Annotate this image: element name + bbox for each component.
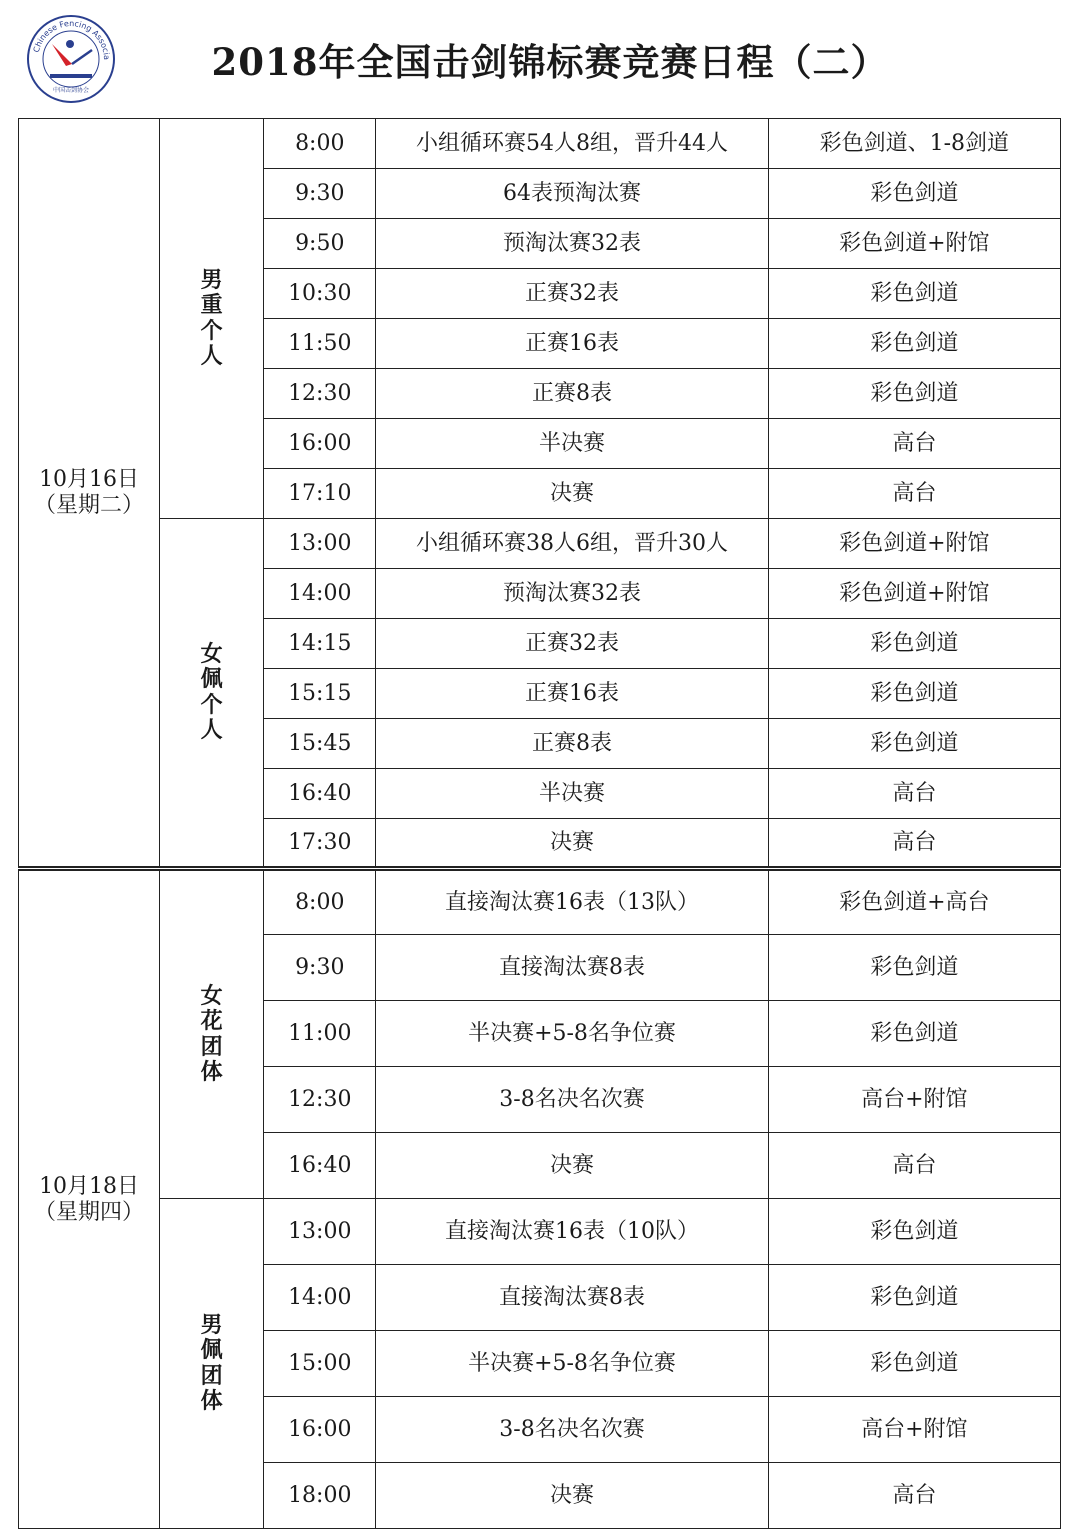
date-label: 10月16日 xyxy=(39,467,140,493)
time-cell: 9:30 xyxy=(264,169,376,219)
venue-cell: 彩色剑道 xyxy=(768,1265,1060,1331)
venue-cell: 彩色剑道 xyxy=(768,669,1060,719)
venue-cell: 彩色剑道 xyxy=(768,1001,1060,1067)
stage-cell: 直接淘汰赛8表 xyxy=(376,935,768,1001)
venue-cell: 彩色剑道 xyxy=(768,319,1060,369)
venue-cell: 彩色剑道+附馆 xyxy=(768,219,1060,269)
event-char: 个 xyxy=(200,692,223,718)
stage-cell: 正赛32表 xyxy=(376,619,768,669)
time-cell: 12:30 xyxy=(264,369,376,419)
time-cell: 8:00 xyxy=(264,869,376,935)
event-char: 个 xyxy=(200,318,223,344)
time-cell: 16:40 xyxy=(264,1133,376,1199)
time-cell: 9:50 xyxy=(264,219,376,269)
stage-cell: 决赛 xyxy=(376,819,768,869)
event-char: 佩 xyxy=(200,667,223,693)
time-cell: 12:30 xyxy=(264,1067,376,1133)
stage-cell: 半决赛 xyxy=(376,419,768,469)
stage-cell: 3-8名决名次赛 xyxy=(376,1397,768,1463)
logo-ring-text: Chinese Fencing Associa xyxy=(31,18,112,61)
event-char: 团 xyxy=(200,1034,223,1060)
venue-cell: 高台 xyxy=(768,769,1060,819)
event-cell-womens-foil-team xyxy=(160,869,264,1199)
table-row xyxy=(19,1199,1061,1265)
time-cell: 14:15 xyxy=(264,619,376,669)
table-row xyxy=(19,869,1061,935)
time-cell: 14:00 xyxy=(264,1265,376,1331)
venue-cell: 高台+附馆 xyxy=(768,1067,1060,1133)
venue-cell: 彩色剑道 xyxy=(768,1199,1060,1265)
time-cell: 18:00 xyxy=(264,1463,376,1529)
stage-cell: 半决赛+5-8名争位赛 xyxy=(376,1331,768,1397)
venue-cell: 彩色剑道+高台 xyxy=(768,869,1060,935)
time-cell: 13:00 xyxy=(264,519,376,569)
stage-cell: 半决赛 xyxy=(376,769,768,819)
event-char: 花 xyxy=(200,1009,223,1035)
event-char: 女 xyxy=(200,641,223,667)
day-group-oct18 xyxy=(19,869,1061,1529)
time-cell: 15:15 xyxy=(264,669,376,719)
event-char: 男 xyxy=(200,267,223,293)
stage-cell: 正赛8表 xyxy=(376,369,768,419)
venue-cell: 彩色剑道、1-8剑道 xyxy=(768,119,1060,169)
venue-cell: 高台 xyxy=(768,469,1060,519)
stage-cell: 决赛 xyxy=(376,1463,768,1529)
time-cell: 17:30 xyxy=(264,819,376,869)
event-cell-mens-sabre-team xyxy=(160,1199,264,1529)
day-group-oct16 xyxy=(19,119,1061,869)
event-cell-womens-sabre-individual xyxy=(160,519,264,869)
weekday-label: （星期二） xyxy=(34,492,145,518)
venue-cell: 彩色剑道 xyxy=(768,719,1060,769)
event-char: 体 xyxy=(200,1059,223,1085)
event-char: 团 xyxy=(200,1363,223,1389)
weekday-label: （星期四） xyxy=(34,1199,145,1225)
stage-cell: 预淘汰赛32表 xyxy=(376,569,768,619)
time-cell: 16:00 xyxy=(264,1397,376,1463)
stage-cell: 直接淘汰赛16表（13队） xyxy=(376,869,768,935)
stage-cell: 正赛16表 xyxy=(376,669,768,719)
time-cell: 11:00 xyxy=(264,1001,376,1067)
time-cell: 16:00 xyxy=(264,419,376,469)
time-cell: 16:40 xyxy=(264,769,376,819)
date-cell xyxy=(19,119,160,869)
time-cell: 17:10 xyxy=(264,469,376,519)
stage-cell: 正赛16表 xyxy=(376,319,768,369)
event-char: 佩 xyxy=(200,1338,223,1364)
stage-cell: 小组循环赛54人8组，晋升44人 xyxy=(376,119,768,169)
event-cell-mens-epee-individual xyxy=(160,119,264,519)
stage-cell: 正赛8表 xyxy=(376,719,768,769)
table-row xyxy=(19,519,1061,569)
stage-cell: 正赛32表 xyxy=(376,269,768,319)
event-char: 女 xyxy=(200,983,223,1009)
venue-cell: 彩色剑道+附馆 xyxy=(768,569,1060,619)
page-title: 2018年全国击剑锦标赛竞赛日程（二） xyxy=(211,40,889,84)
date-cell xyxy=(19,869,160,1529)
venue-cell: 彩色剑道 xyxy=(768,369,1060,419)
stage-cell: 半决赛+5-8名争位赛 xyxy=(376,1001,768,1067)
page-header xyxy=(0,0,1080,118)
fencing-association-logo xyxy=(26,14,116,104)
time-cell: 8:00 xyxy=(264,119,376,169)
stage-cell: 3-8名决名次赛 xyxy=(376,1067,768,1133)
time-cell: 15:45 xyxy=(264,719,376,769)
stage-cell: 决赛 xyxy=(376,469,768,519)
stage-cell: 直接淘汰赛8表 xyxy=(376,1265,768,1331)
stage-cell: 小组循环赛38人6组，晋升30人 xyxy=(376,519,768,569)
venue-cell: 彩色剑道 xyxy=(768,619,1060,669)
event-char: 人 xyxy=(200,717,223,743)
venue-cell: 高台 xyxy=(768,419,1060,469)
venue-cell: 彩色剑道+附馆 xyxy=(768,519,1060,569)
stage-cell: 决赛 xyxy=(376,1133,768,1199)
fencer-logo-icon xyxy=(26,14,116,104)
time-cell: 14:00 xyxy=(264,569,376,619)
time-cell: 9:30 xyxy=(264,935,376,1001)
event-char: 重 xyxy=(200,293,223,319)
date-label: 10月18日 xyxy=(39,1174,140,1200)
time-cell: 11:50 xyxy=(264,319,376,369)
venue-cell: 彩色剑道 xyxy=(768,169,1060,219)
stage-cell: 预淘汰赛32表 xyxy=(376,219,768,269)
event-char: 体 xyxy=(200,1388,223,1414)
time-cell: 10:30 xyxy=(264,269,376,319)
venue-cell: 高台 xyxy=(768,1133,1060,1199)
venue-cell: 高台 xyxy=(768,1463,1060,1529)
table-row xyxy=(19,119,1061,169)
stage-cell: 64表预淘汰赛 xyxy=(376,169,768,219)
schedule-table xyxy=(18,118,1061,1529)
venue-cell: 高台 xyxy=(768,819,1060,869)
venue-cell: 高台+附馆 xyxy=(768,1397,1060,1463)
event-char: 人 xyxy=(200,343,223,369)
logo-bottom-text: 中国击剑协会 xyxy=(52,87,90,94)
venue-cell: 彩色剑道 xyxy=(768,269,1060,319)
venue-cell: 彩色剑道 xyxy=(768,1331,1060,1397)
time-cell: 13:00 xyxy=(264,1199,376,1265)
time-cell: 15:00 xyxy=(264,1331,376,1397)
venue-cell: 彩色剑道 xyxy=(768,935,1060,1001)
event-char: 男 xyxy=(200,1312,223,1338)
stage-cell: 直接淘汰赛16表（10队） xyxy=(376,1199,768,1265)
